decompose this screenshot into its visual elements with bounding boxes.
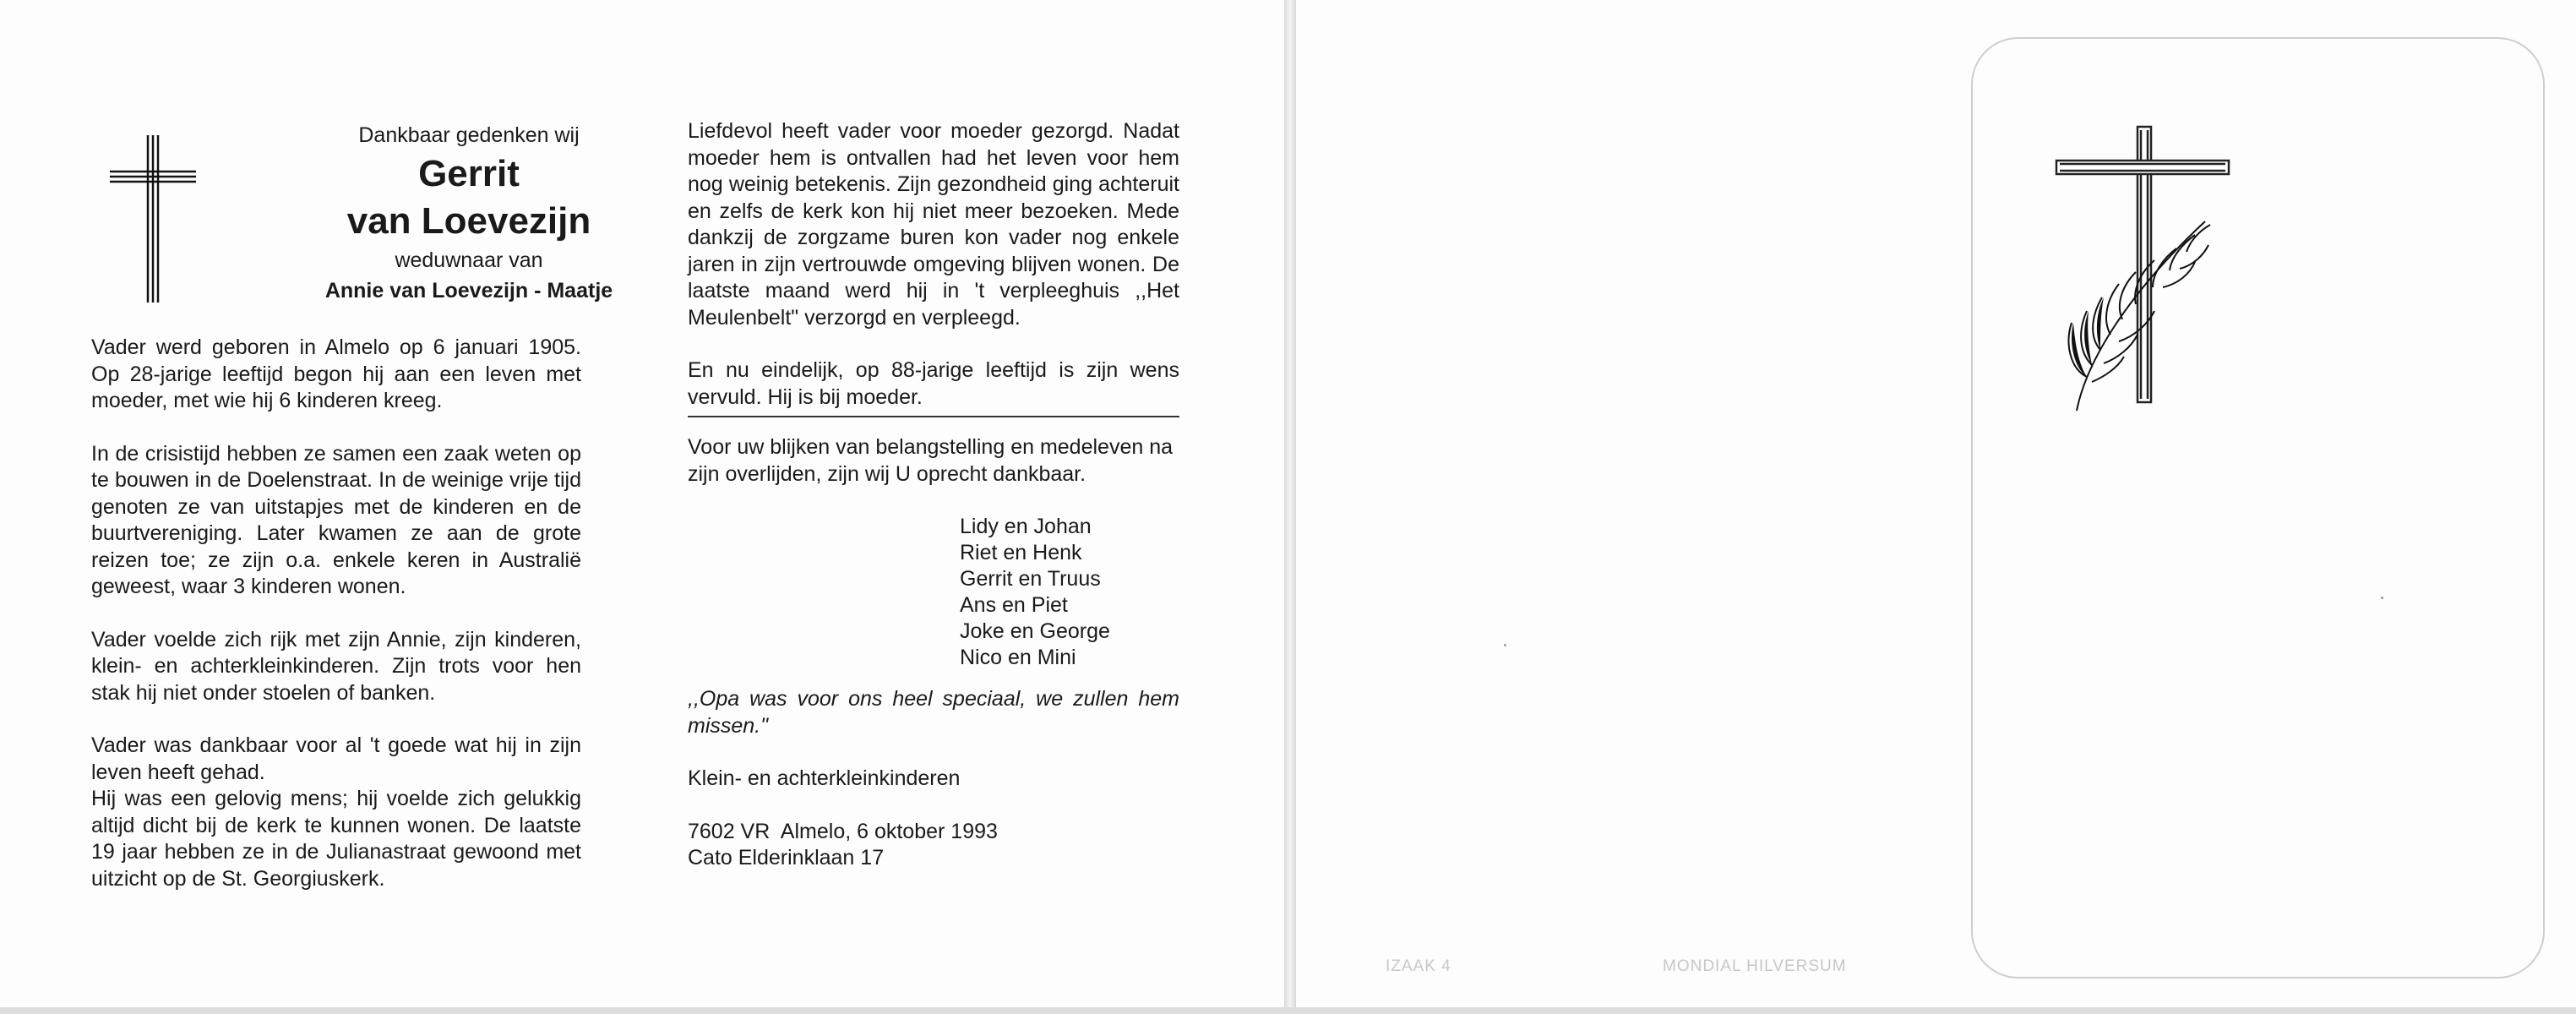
- address-street: Cato Elderinklaan 17: [688, 845, 885, 870]
- divider-line: [688, 416, 1179, 417]
- paper-speck: [1504, 644, 1506, 646]
- printer-mark-right: MONDIAL HILVERSUM: [1663, 957, 1847, 975]
- signer-name: Ans en Piet: [960, 593, 1068, 617]
- thanks-column: [688, 118, 1179, 871]
- signer-name: Riet en Henk: [960, 541, 1082, 564]
- address-block: [688, 819, 1179, 871]
- bio-paragraph: Hij was een gelovig mens; hij voelde zich gelukkig altijd dicht bij de kerk te kunnen wonen. De laatste 19 jaar hebben ze in de Julianastraat gewoond met uitzicht op de St. Georgiuskerk.: [91, 787, 581, 891]
- printer-mark-left: IZAAK 4: [1386, 957, 1451, 975]
- grandchildren-quote: ,,Opa was voor ons heel speciaal, we zullen hem missen.": [688, 687, 1179, 738]
- deceased-header: [237, 120, 701, 306]
- bio-paragraph: Vader was dankbaar voor al 't goede wat hij in zijn leven heeft gehad.: [91, 733, 581, 784]
- bio-paragraph: Vader voelde zich rijk met zijn Annie, zijn kinderen, klein- en achterkleinkinderen. Zijn trots voor hen stak hij niet onder stoelen of banken.: [91, 627, 581, 705]
- widower-of-text: weduwnaar van: [395, 248, 543, 272]
- spouse-name: Annie van Loevezijn - Maatje: [324, 279, 613, 303]
- thanks-paragraph: Voor uw blijken van belangstelling en medeleven na zijn overlijden, zijn wij U oprecht dankbaar.: [688, 435, 1173, 486]
- deceased-first-name: Gerrit: [418, 153, 520, 194]
- card-bottom-edge: [0, 1007, 2576, 1014]
- intro-text: Dankbaar gedenken wij: [358, 123, 580, 147]
- signer-name: Nico en Mini: [960, 646, 1076, 669]
- cross-icon: [108, 134, 198, 304]
- care-paragraph: Liefdevol heeft vader voor moeder gezorgd. Nadat moeder hem is ontvallen had het leven voor hem nog weinig betekenis. Zijn gezondheid ging achteruit en zelfs de kerk kon hij niet meer bezoeken. Mede dankzij de zorgzame buren kon vader nog enkele jaren in zijn vertrouwde omgeving blijven wonen. De laatste maand werd hij in 't verpleeghuis ,,Het Meulenbelt" verzorgd en verpleegd.: [688, 119, 1179, 330]
- bio-paragraph: Vader werd geboren in Almelo op 6 januari 1905. Op 28-jarige leeftijd begon hij aan een leven met moeder, met wie hij 6 kinderen kreeg.: [91, 335, 581, 412]
- quote-attribution: Klein- en achterkleinkinderen: [688, 766, 961, 790]
- cross-with-palm-icon: [2053, 123, 2232, 416]
- final-paragraph: En nu eindelijk, op 88-jarige leeftijd is zijn wens vervuld. Hij is bij moeder.: [688, 358, 1179, 409]
- card-fold: [1284, 0, 1296, 1014]
- signer-name: Joke en George: [960, 619, 1110, 643]
- signers-list: [960, 514, 1179, 671]
- deceased-last-name: van Loevezijn: [346, 200, 591, 242]
- signer-name: Lidy en Johan: [960, 515, 1092, 538]
- address-city-date: 7602 VR Almelo, 6 oktober 1993: [688, 819, 998, 843]
- paper-speck: [2381, 597, 2383, 599]
- biography-column: [91, 335, 581, 919]
- bio-paragraph: In de crisistijd hebben ze samen een zaak weten op te bouwen in de Doelenstraat. In de weinige vrije tijd genoten ze van uitstapjes met de kinderen en de buurtvereniging. Later kwamen ze aan de grote reizen toe; ze zijn o.a. enkele keren in Australië geweest, waar 3 kinderen wonen.: [91, 441, 581, 598]
- signer-name: Gerrit en Truus: [960, 567, 1101, 591]
